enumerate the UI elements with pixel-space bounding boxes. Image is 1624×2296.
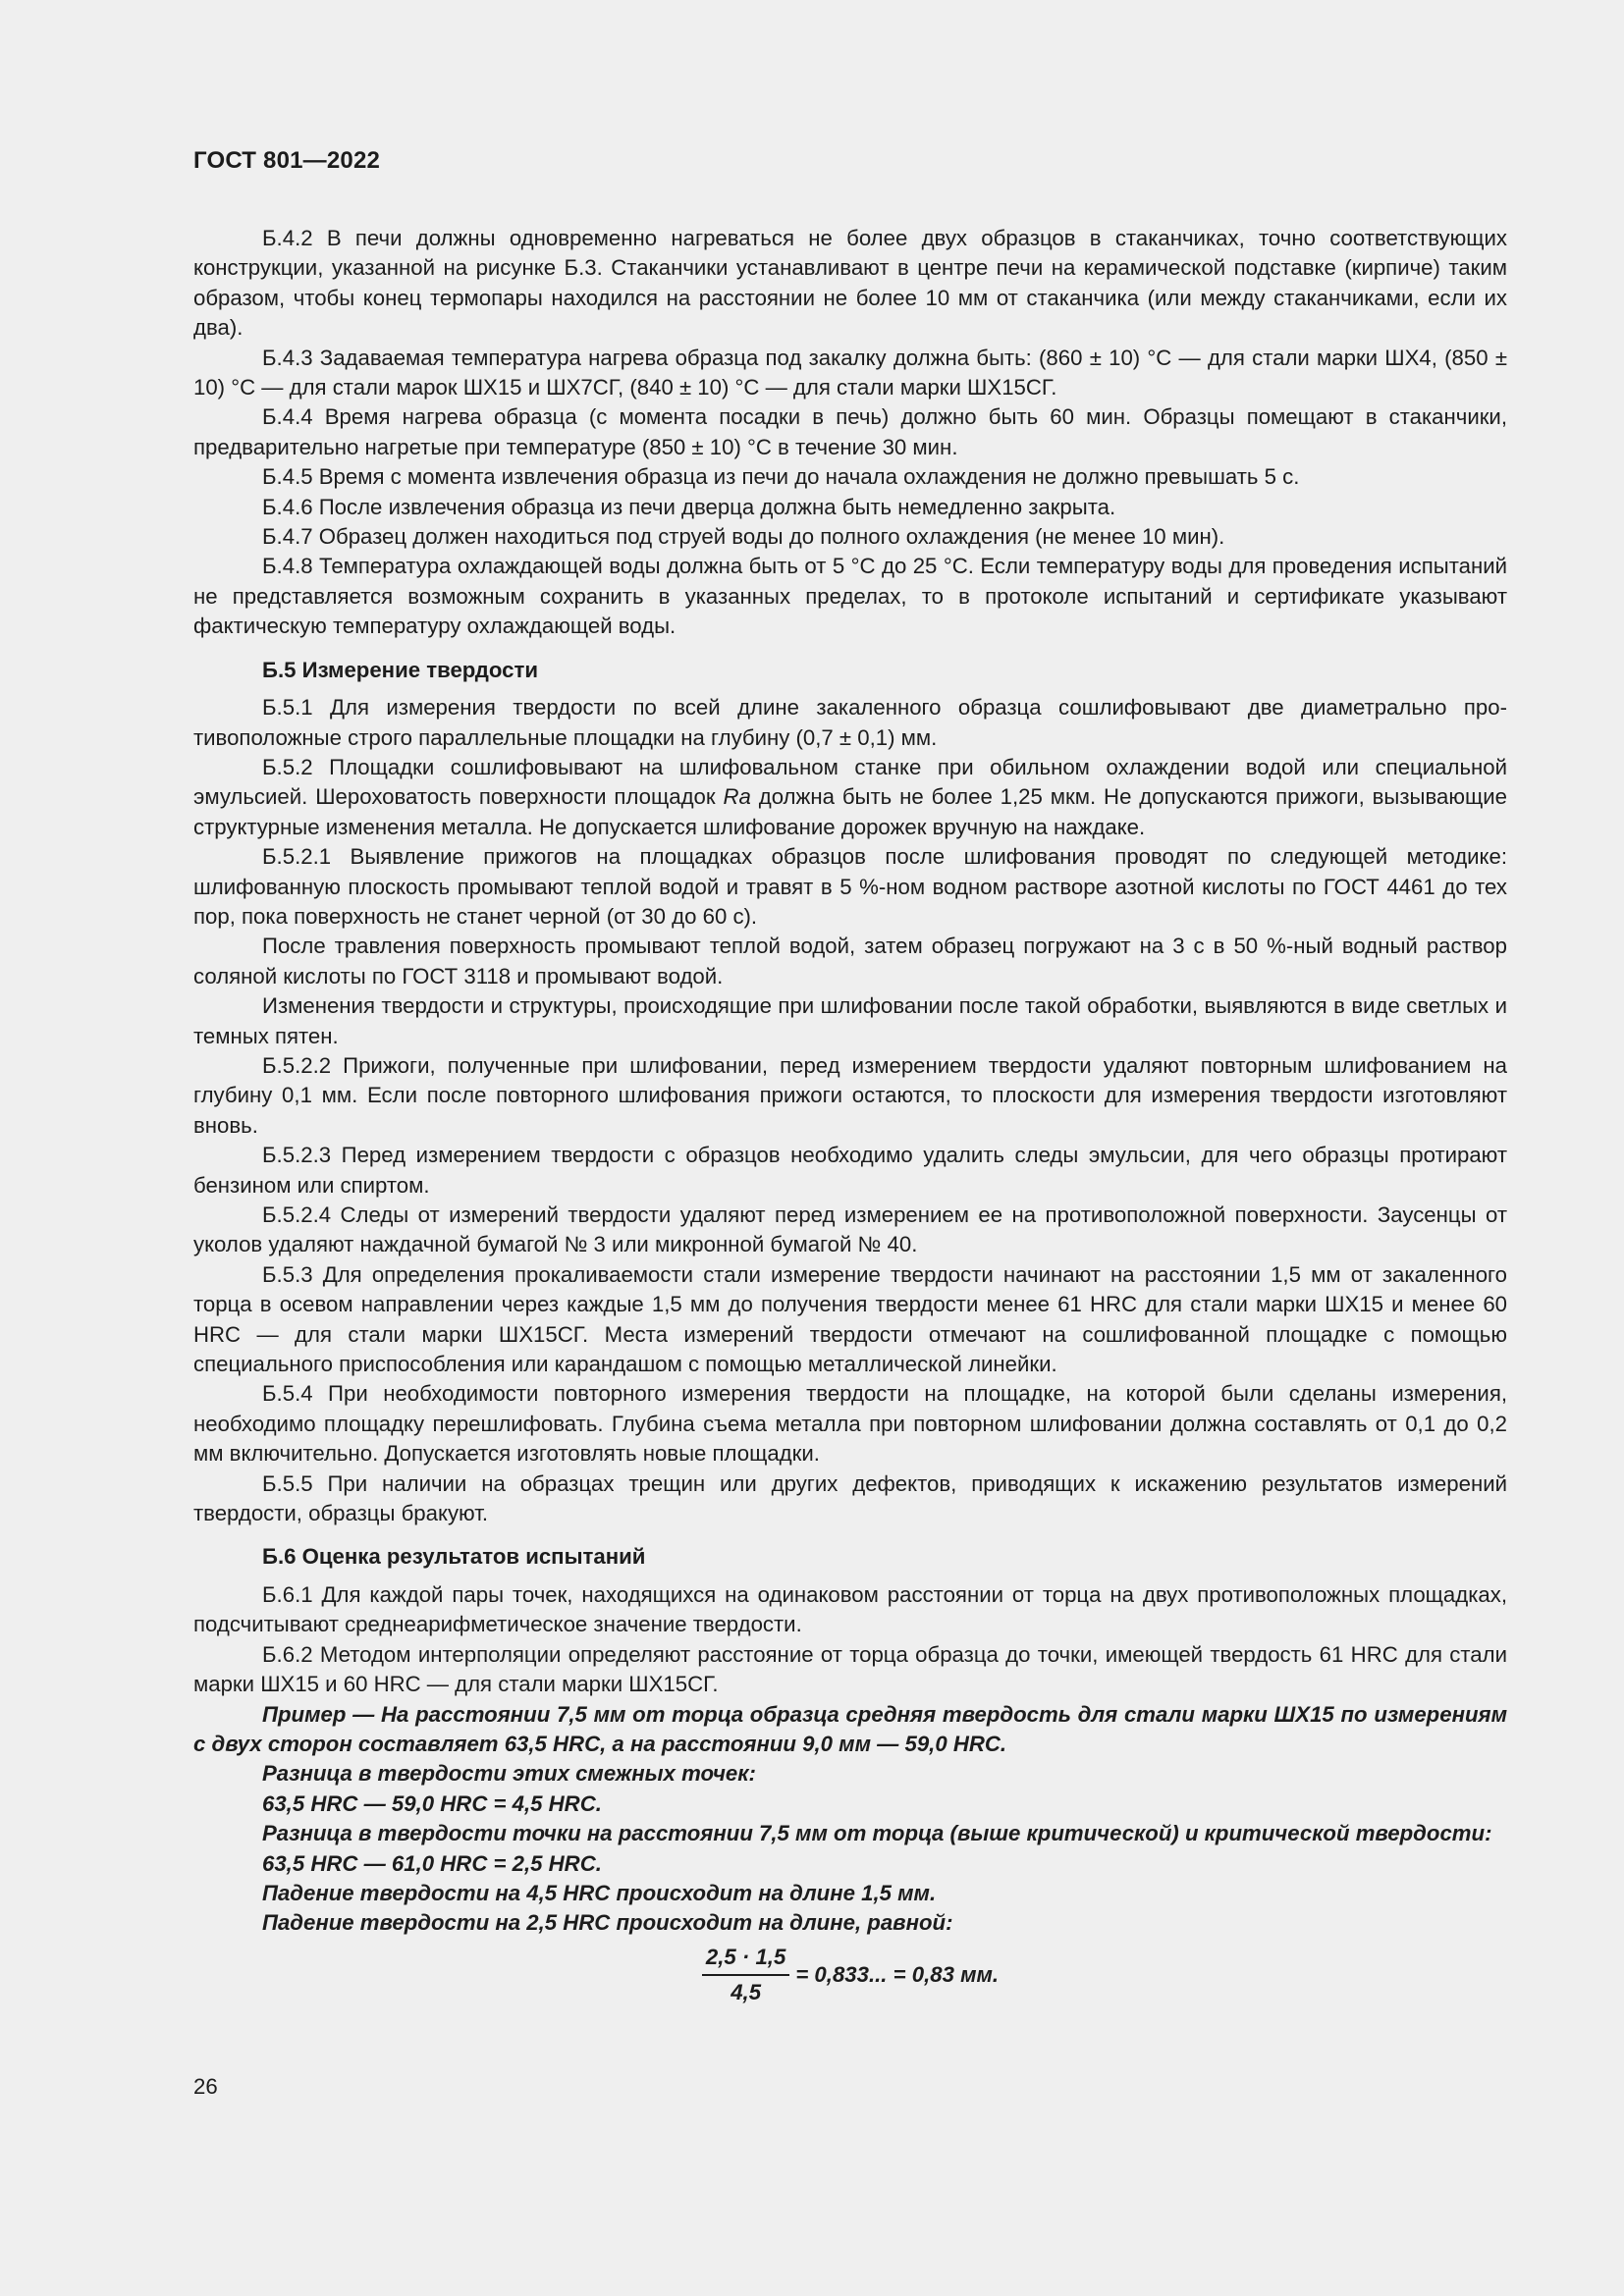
clause-b-5-2-4: Б.5.2.4 Следы от измерений твердости удаляют перед измерением ее на противоположной поверхности. Заусенцы от уколов удаляют наждачной бумагой № 3 или микронной бумагой № 40. (193, 1202, 1507, 1257)
clause-b-5-2 (193, 753, 1507, 842)
clause-b-5-2-text-b: должна быть не более 1,25 мкм. Не допускаются прижоги, вызывающие структурные изменения металла. Не допускается шлифование дорожек вручную на наждаке. (193, 784, 1507, 839)
example-critical-calc: 63,5 HRC — 61,0 HRC = 2,5 HRC. (262, 1850, 602, 1876)
example-critical-label: Разница в твердости точки на расстоянии 7,5 мм от торца (выше критической) и критической твердости: (262, 1821, 1492, 1846)
formula-numerator: 2,5 · 1,5 (702, 1943, 789, 1976)
clause-b-4-5: Б.4.5 Время с момента извлечения образца из печи до начала охлаждения не должно превышать 5 с. (262, 464, 1300, 490)
section-heading-b-6: Б.6 Оценка результатов испытаний (262, 1544, 646, 1570)
etching-note: После травления поверхность промывают теплой водой, затем образец погружают на 3 с в 50 %-ный водный раствор соляной кислоты по ГОСТ 3118 и промывают водой. (193, 934, 1507, 988)
example-diff-calc: 63,5 HRC — 59,0 HRC = 4,5 HRC. (262, 1790, 602, 1816)
example-diff-label: Разница в твердости этих смежных точек: (262, 1761, 756, 1787)
formula-result: = 0,833... = 0,83 мм. (795, 1961, 1000, 1987)
clause-b-4-3: Б.4.3 Задаваемая температура нагрева образца под закалку должна быть: (860 ± 10) °С — для стали марки ШХ4, (850 ± 10) °С — для стали марок ШХ15 и ШХ7СГ, (840 ± 10) °С — для стали марки ШХ15СГ. (193, 345, 1507, 400)
clause-b-6-1: Б.6.1 Для каждой пары точек, находящихся на одинаковом расстоянии от торца на двух противоположных площадках, подсчитывают среднеарифметическое значение твердости. (193, 1581, 1507, 1637)
document-code-header: ГОСТ 801—2022 (193, 147, 381, 174)
roughness-symbol: Ra (723, 784, 751, 810)
page-number: 26 (193, 2074, 218, 2099)
clause-b-4-7: Б.4.7 Образец должен находиться под струей воды до полного охлаждения (не менее 10 мин). (262, 524, 1225, 550)
example-intro: Пример — На расстоянии 7,5 мм от торца образца средняя твердость для стали марки ШХ15 по измерениям с двух сторон составляет 63,5 HRC, а на расстоянии 9,0 мм — 59,0 HRC. (193, 1701, 1507, 1756)
clause-b-5-5: Б.5.5 При наличии на образцах трещин или других дефектов, приводящих к искажению результатов измерений твердости, образцы бракуют. (193, 1470, 1507, 1526)
clause-b-5-1: Б.5.1 Для измерения твердости по всей длине закаленного образца сошлифовывают две диаметрально противоположные строго параллельные площадки на глубину (0,7 ± 0,1) мм. (193, 695, 1507, 750)
example-drop-2: Падение твердости на 2,5 HRC происходит на длине, равной: (262, 1910, 953, 1936)
clause-b-5-2-1: Б.5.2.1 Выявление прижогов на площадках образцов после шлифования проводят по следующей методике: шлифованную плоскость промывают теплой водой и травят в 5 %-ном водном растворе азотной кислоты по ГОСТ 4461 до тех пор, пока поверхность не станет черной (от 30 до 60 с). (193, 844, 1507, 929)
clause-b-4-8: Б.4.8 Температура охлаждающей воды должна быть от 5 °С до 25 °С. Если температуру воды для проведения испытаний не представляется возможным сохранить в указанных пределах, то в протоколе испытаний и сертификате указывают фактическую температуру охлаждающей воды. (193, 554, 1507, 639)
formula-fraction (702, 1943, 789, 2007)
clause-b-6-2: Б.6.2 Методом интерполяции определяют расстояние от торца образца до точки, имеющей твердость 61 HRC для стали марки ШХ15 и 60 HRC — для стали марки ШХ15СГ. (193, 1641, 1507, 1697)
clause-b-5-2-2: Б.5.2.2 Прижоги, полученные при шлифовании, перед измерением твердости удаляют повторным шлифованием на глубину 0,1 мм. Если после повторного шлифования прижоги остаются, то плоскости для измерения твердости изготовляют вновь. (193, 1052, 1507, 1138)
hardness-change-note: Изменения твердости и структуры, происходящие при шлифовании после такой обработки, выявляются в виде светлых и темных пятен. (193, 993, 1507, 1048)
formula-denominator: 4,5 (731, 1979, 762, 2004)
interpolation-formula (193, 1943, 1507, 2007)
page-body (193, 224, 1507, 2007)
clause-b-5-3: Б.5.3 Для определения прокаливаемости стали измерение твердости начинают на расстоянии 1,5 мм от закаленного торца в осевом направлении через каждые 1,5 мм до получения твердости менее 61 HRC для стали марки ШХ15 и менее 60 HRC — для стали марки ШХ15СГ. Места измерений твердости отмечают на сошлифованной площадке с помощью специального приспособления или карандашом с помощью металлической линейки. (193, 1261, 1507, 1377)
clause-b-4-4: Б.4.4 Время нагрева образца (с момента посадки в печь) должно быть 60 мин. Образцы помещают в стаканчики, предварительно нагретые при температуре (850 ± 10) °С в течение 30 мин. (193, 404, 1507, 459)
clause-b-5-2-text-a: Б.5.2 Площадки сошлифовывают на шлифовальном станке при обильном охлаждении водой или специальной эмульсией. Шероховатость поверхности площадок (193, 754, 1507, 810)
clause-b-5-4: Б.5.4 При необходимости повторного измерения твердости на площадке, на которой были сделаны измерения, необходимо площадку перешлифовать. Глубина съема металла при повторном шлифовании должна составлять от 0,1 до 0,2 мм включительно. Допускается изготовлять новые площадки. (193, 1381, 1507, 1467)
example-drop-1: Падение твердости на 4,5 HRC происходит на длине 1,5 мм. (262, 1880, 937, 1905)
clause-b-4-6: Б.4.6 После извлечения образца из печи дверца должна быть немедленно закрыта. (262, 494, 1116, 519)
clause-b-5-2-3: Б.5.2.3 Перед измерением твердости с образцов необходимо удалить следы эмульсии, для чего образцы протирают бензином или спиртом. (193, 1143, 1507, 1198)
clause-b-4-2: Б.4.2 В печи должны одновременно нагреваться не более двух образцов в стаканчиках, точно соответствующих конструкции, указанной на рисунке Б.3. Стаканчики устанавливают в центре печи на керамической подставке (кирпиче) таким образом, чтобы конец термопары находился на расстоянии не более 10 мм от стаканчика (или между стаканчиками, если их два). (193, 226, 1507, 341)
section-heading-b-5: Б.5 Измерение твердости (262, 657, 538, 682)
